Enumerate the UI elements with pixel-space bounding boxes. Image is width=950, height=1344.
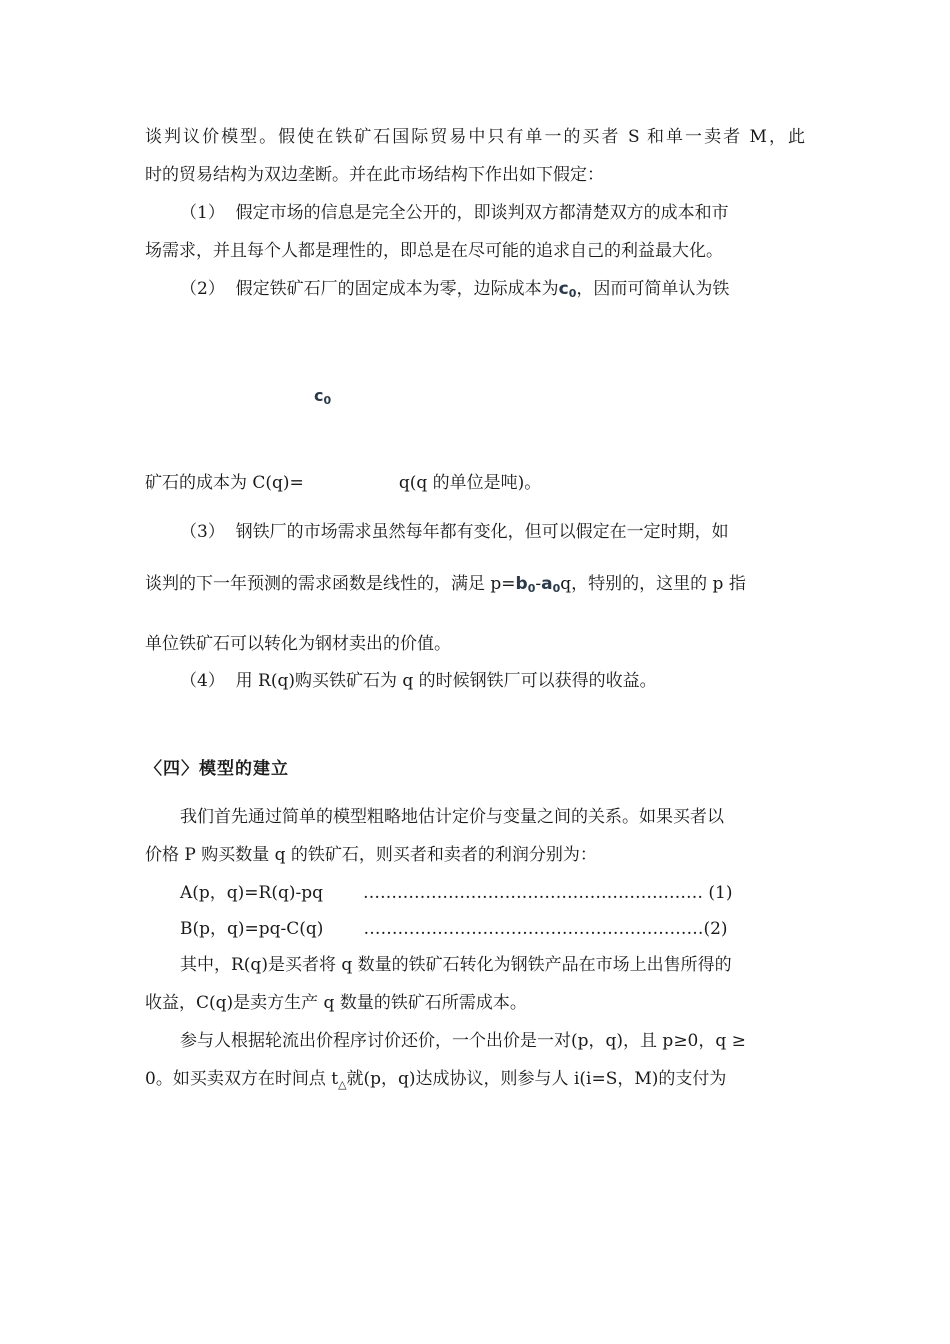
section-heading: 〈四〉模型的建立 <box>145 759 289 779</box>
assumption-text: 钢铁厂的市场需求虽然每年都有变化，但可以假定在一定时期，如 <box>235 522 729 542</box>
formula-image-symbol: $c_0$ <box>314 386 332 407</box>
paragraph-line: 时的贸易结构为双边垄断。并在此市场结构下作出如下假定： <box>145 165 604 185</box>
assumption-text: ，因而可简单认为铁 <box>576 279 730 299</box>
assumption-1 <box>180 202 805 224</box>
item-number: （2） <box>180 279 225 299</box>
assumption-3 <box>180 521 805 543</box>
assumption-4 <box>180 670 657 692</box>
item-number: （1） <box>180 203 225 223</box>
body-line: 价格 P 购买数量 q 的铁矿石，则买者和卖者的利润分别为： <box>145 845 597 865</box>
assumption-3-cont: 谈判的下一年预测的需求函数是线性的，满足 $p=b_0-a_0q$，特别的，这里的 p 指 <box>145 574 746 595</box>
demand-slope-symbol: $a_0$ <box>541 574 561 595</box>
body-line: 收益，C(q)是卖方生产 q 数量的铁矿石所需成本。 <box>145 993 527 1013</box>
demand-intercept-symbol: $b_0$ <box>515 574 536 595</box>
body-line: 我们首先通过简单的模型粗略地估计定价与变量之间的关系。如果买者以 <box>180 807 724 827</box>
item-number: （3） <box>180 522 225 542</box>
assumption-1-cont: 场需求，并且每个人都是理性的，即总是在尽可能的追求自己的利益最大化。 <box>145 241 723 261</box>
assumption-2 <box>180 278 729 305</box>
marginal-cost-symbol: $c_0$ <box>558 279 577 300</box>
paragraph-line: 谈判议价模型。假使在铁矿石国际贸易中只有单一的买者 S 和单一卖者 M，此 <box>145 127 805 147</box>
assumption-text: 用 R(q)购买铁矿石为 q 的时候钢铁厂可以获得的收益。 <box>235 671 657 691</box>
assumption-3-cont2: 单位铁矿石可以转化为钢材卖出的价值。 <box>145 634 451 654</box>
body-line: 0。如买卖双方在时间点 $t_\triangle$就(p，q)达成协议，则参与人 i(i=S，M)的支付为 <box>145 1069 727 1091</box>
assumption-text: 假定市场的信息是完全公开的，即谈判双方都清楚双方的成本和市 <box>235 203 729 223</box>
body-line: 参与人根据轮流出价程序讨价还价，一个出价是一对(p，q)，且 p≥0，q ≥ <box>180 1031 746 1051</box>
equation-1: A(p，q)=R(q)-pq …………………………………………………… (1) <box>180 883 733 903</box>
assumption-2-cont: 矿石的成本为 C(q)= q(q 的单位是吨)。 <box>145 473 542 493</box>
equation-2: B(p，q)=pq-C(q) ……………………………………………………(2) <box>180 919 728 939</box>
assumption-text: 假定铁矿石厂的固定成本为零，边际成本为 <box>235 279 559 299</box>
item-number: （4） <box>180 671 225 691</box>
body-line: 其中，R(q)是买者将 q 数量的铁矿石转化为钢铁产品在市场上出售所得的 <box>180 955 732 975</box>
